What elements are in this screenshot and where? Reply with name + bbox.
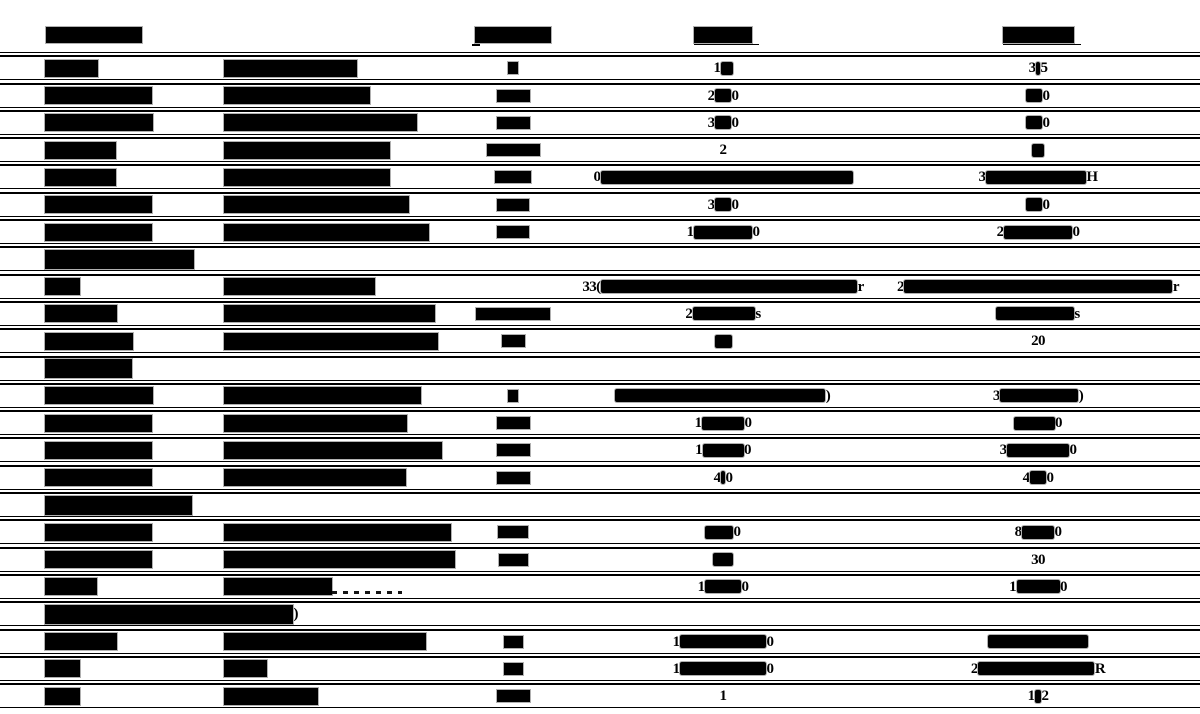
table-row (0, 439, 1200, 462)
cell-c2 (224, 221, 429, 243)
cell-c5 (882, 439, 1194, 461)
redaction-bar (497, 690, 530, 702)
visible-text-fragment: R (1094, 660, 1106, 677)
cell-c2 (224, 658, 267, 680)
redaction-bar (45, 633, 117, 650)
redaction-bar (693, 307, 755, 320)
cell-c1 (45, 631, 117, 653)
cell-c1 (45, 549, 152, 571)
redaction-bar (476, 308, 550, 320)
cell-c5 (882, 221, 1194, 243)
redaction-bar (224, 387, 421, 404)
table-row (0, 276, 1200, 299)
redaction-bar (1000, 389, 1078, 402)
cell-c5 (882, 139, 1194, 161)
cell-c4 (568, 658, 878, 680)
cell-c2 (224, 467, 406, 489)
cell-c4 (568, 330, 878, 352)
cell-c4 (568, 549, 878, 571)
cell-c1 (45, 85, 152, 107)
visible-text-fragment: 33( (582, 278, 601, 295)
table-row (0, 576, 1200, 599)
visible-text-fragment: 1 (697, 578, 705, 595)
redaction-bar (224, 278, 375, 295)
redaction-bar (224, 333, 438, 350)
cell-c2 (224, 194, 409, 216)
header-underline-remnant (472, 44, 480, 46)
redaction-bar (715, 198, 731, 211)
redaction-bar (224, 415, 407, 432)
cell-c2 (224, 385, 421, 407)
table-row (0, 631, 1200, 654)
visible-text-fragment: 0 (1042, 196, 1050, 213)
redaction-bar (497, 199, 529, 211)
table-row (0, 549, 1200, 572)
table-row (0, 521, 1200, 544)
cell-c1 (45, 658, 80, 680)
visible-text-fragment: 3 (978, 169, 986, 186)
redaction-bar (715, 89, 731, 102)
redaction-bar (1014, 417, 1055, 430)
redaction-bar (615, 389, 825, 402)
cell-c5 (882, 576, 1194, 598)
redaction-bar (224, 305, 435, 322)
redaction-bar (224, 224, 429, 241)
redaction-bar (224, 196, 409, 213)
redaction-bar (499, 554, 528, 566)
redaction-bar (988, 635, 1088, 648)
cell-c4 (568, 521, 878, 543)
visible-text-fragment: 8 (1014, 524, 1022, 541)
cell-c5 (882, 166, 1194, 188)
cell-c1 (45, 139, 116, 161)
cell-c2 (224, 166, 390, 188)
visible-text-fragment: 2 (996, 224, 1004, 241)
cell-c2 (224, 631, 426, 653)
cell-c2 (224, 276, 375, 298)
visible-text-fragment: s (755, 305, 761, 322)
visible-text-fragment: 0 (731, 114, 739, 131)
visible-text-fragment: 0 (1072, 224, 1080, 241)
visible-text-fragment: ) (825, 387, 831, 404)
table-row (0, 330, 1200, 353)
redaction-bar (1026, 116, 1042, 129)
redaction-bar (224, 688, 318, 705)
redaction-bar (45, 524, 152, 541)
redaction-bar (1030, 471, 1046, 484)
visible-text-fragment: s (1074, 305, 1080, 322)
visible-text-fragment: 1 (719, 688, 727, 705)
redaction-bar (1026, 198, 1042, 211)
redaction-bar (224, 60, 357, 77)
visible-text-fragment: 2 (719, 142, 727, 159)
redaction-bar (45, 496, 192, 515)
table-row (0, 139, 1200, 162)
cell-c2 (224, 85, 370, 107)
redacted-header-label (46, 27, 142, 43)
visible-text-fragment: 0 (731, 87, 739, 104)
visible-text-fragment: 2 (1041, 688, 1049, 705)
cell-c1 (45, 57, 98, 79)
visible-text-fragment: 2 (897, 278, 904, 295)
redaction-bar (497, 226, 529, 238)
visible-text-fragment: 0 (731, 196, 739, 213)
redaction-bar (601, 171, 853, 184)
cell-c4 (568, 631, 878, 653)
redaction-bar (504, 636, 523, 648)
cell-c1 (45, 576, 97, 598)
visible-text-fragment: 0 (741, 578, 749, 595)
visible-text-fragment: 5 (1040, 60, 1048, 77)
visible-text-fragment: 0 (1046, 469, 1054, 486)
redaction-bar (487, 144, 540, 156)
redaction-bar (224, 578, 332, 595)
visible-text-fragment: 0 (733, 524, 741, 541)
redaction-bar (45, 415, 152, 432)
redaction-bar (1007, 444, 1069, 457)
table-row (0, 57, 1200, 80)
redaction-bar (986, 171, 1086, 184)
cell-c1 (45, 166, 116, 188)
cell-c2 (224, 576, 402, 598)
cell-c1 (45, 112, 153, 134)
redaction-bar (45, 60, 98, 77)
header-underline-remnant (1003, 44, 1081, 46)
visible-text-fragment: 0 (744, 442, 751, 459)
redaction-bar (45, 333, 133, 350)
redaction-bar (45, 87, 152, 104)
cell-c1 (45, 276, 80, 298)
visible-text-fragment: 0 (766, 633, 774, 650)
cell-c5 (882, 549, 1194, 571)
redaction-bar (705, 526, 733, 539)
visible-text-fragment: H (1086, 169, 1098, 186)
redaction-bar (497, 117, 530, 129)
cell-c4 (568, 439, 878, 461)
cell-c4 (568, 303, 878, 325)
cell-c1 (45, 221, 152, 243)
cell-c4 (568, 276, 878, 298)
cell-c2 (224, 412, 407, 434)
visible-text-fragment: 0 (766, 660, 774, 677)
redaction-bar (224, 114, 417, 131)
cell-c2 (224, 439, 442, 461)
cell-c2 (224, 112, 417, 134)
visible-text-fragment: 0 (1042, 87, 1050, 104)
cell-c5 (882, 112, 1194, 134)
cell-c5 (882, 330, 1194, 352)
visible-text-fragment: 0 (593, 169, 601, 186)
redaction-bar (502, 335, 525, 347)
cell-c5 (882, 685, 1194, 707)
cell-c4 (568, 412, 878, 434)
visible-text-fragment: r (857, 278, 864, 295)
cell-c1 (45, 685, 80, 707)
section-header-row (0, 248, 1200, 271)
cell-c5 (882, 85, 1194, 107)
visible-text-fragment: 3 (999, 442, 1007, 459)
redaction-bar (45, 688, 80, 705)
cell-c1 (45, 412, 152, 434)
table-row (0, 467, 1200, 490)
partially-redacted-text-remnant (332, 591, 402, 594)
header-cell-c5 (882, 26, 1194, 43)
table-row (0, 166, 1200, 189)
redaction-bar (1004, 226, 1072, 239)
cell-c1 (45, 467, 152, 489)
cell-c2 (224, 330, 438, 352)
redaction-bar (45, 169, 116, 186)
visible-text-fragment: 0 (1069, 442, 1077, 459)
cell-c5 (882, 385, 1194, 407)
redaction-bar (45, 605, 293, 624)
visible-text-fragment: 2 (707, 87, 715, 104)
visible-text-fragment: 1 (1027, 688, 1035, 705)
redaction-bar (1032, 144, 1044, 157)
redaction-bar (224, 633, 426, 650)
cell-c5 (882, 194, 1194, 216)
cell-c4 (568, 385, 878, 407)
redaction-bar (715, 335, 732, 348)
redaction-bar (224, 169, 390, 186)
cell-c4 (568, 576, 878, 598)
visible-text-fragment: 0 (1060, 578, 1067, 595)
redaction-bar (224, 469, 406, 486)
cell-c5 (882, 467, 1194, 489)
header-underline-remnant (694, 44, 759, 46)
cell-c5 (882, 521, 1194, 543)
redaction-bar (224, 442, 442, 459)
cell-c1 (45, 248, 194, 270)
redaction-bar (497, 417, 530, 429)
redaction-bar (45, 250, 194, 269)
cell-c4 (568, 221, 878, 243)
cell-c5 (882, 57, 1194, 79)
redaction-bar (1022, 526, 1054, 539)
redaction-bar (45, 387, 153, 404)
redaction-bar (45, 278, 80, 295)
redaction-bar (504, 663, 523, 675)
redaction-bar (45, 196, 152, 213)
redaction-bar (45, 142, 116, 159)
cell-c4 (568, 685, 878, 707)
cell-c5 (882, 631, 1194, 653)
cell-c1 (45, 494, 192, 516)
redaction-bar (497, 444, 530, 456)
visible-text-fragment: 4 (1022, 469, 1030, 486)
visible-text-fragment: 2 (685, 305, 693, 322)
cell-c1 (45, 194, 152, 216)
visible-text-fragment: ) (293, 606, 298, 623)
cell-c2 (224, 139, 390, 161)
table-row (0, 412, 1200, 435)
redaction-bar (508, 62, 518, 74)
redaction-bar (904, 280, 1172, 293)
visible-text-fragment: 3 (707, 114, 715, 131)
visible-text-fragment: 0 (1054, 524, 1062, 541)
table-row (0, 658, 1200, 681)
cell-c1 (45, 439, 152, 461)
redaction-bar (694, 226, 752, 239)
redacted-header-label (1003, 27, 1074, 43)
visible-text-fragment: 30 (1031, 551, 1045, 568)
cell-c5 (882, 303, 1194, 325)
redaction-bar (224, 660, 267, 677)
cell-c1 (45, 603, 298, 625)
redaction-bar (680, 662, 766, 675)
redaction-bar (224, 87, 370, 104)
table-row (0, 385, 1200, 408)
cell-c1 (45, 330, 133, 352)
redacted-header-label (694, 27, 752, 43)
redaction-bar (680, 635, 766, 648)
header-cell-c1 (46, 26, 142, 43)
redaction-bar (45, 469, 152, 486)
table-row (0, 194, 1200, 217)
cell-c1 (45, 358, 132, 380)
cell-c2 (224, 685, 318, 707)
table-row (0, 221, 1200, 244)
visible-text-fragment: 3 (707, 196, 715, 213)
redaction-bar (45, 660, 80, 677)
redaction-bar (498, 526, 528, 538)
redaction-bar (495, 171, 531, 183)
cell-c2 (224, 57, 357, 79)
redaction-bar (508, 390, 518, 402)
redaction-bar (715, 116, 731, 129)
table-row (0, 303, 1200, 326)
visible-text-fragment: 1 (694, 415, 702, 432)
cell-c1 (45, 303, 117, 325)
visible-text-fragment: 0 (1042, 114, 1050, 131)
redaction-bar (45, 442, 152, 459)
redacted-header-label (475, 27, 551, 43)
visible-text-fragment: 1 (713, 60, 721, 77)
visible-text-fragment: 1 (695, 442, 702, 459)
visible-text-fragment: 3 (1028, 60, 1036, 77)
table-body (0, 55, 1200, 708)
cell-c4 (568, 85, 878, 107)
visible-text-fragment: 4 (713, 469, 721, 486)
visible-text-fragment: r (1172, 278, 1179, 295)
cell-c1 (45, 521, 152, 543)
redaction-bar (45, 551, 152, 568)
redaction-bar (721, 62, 733, 75)
cell-c4 (568, 166, 878, 188)
visible-text-fragment: 1 (1009, 578, 1016, 595)
cell-c1 (45, 385, 153, 407)
cell-c2 (224, 303, 435, 325)
redaction-bar (713, 553, 733, 566)
cell-c5 (882, 276, 1194, 298)
redaction-bar (1026, 89, 1042, 102)
section-header-row (0, 603, 1200, 626)
cell-c4 (568, 467, 878, 489)
visible-text-fragment: 1 (686, 224, 694, 241)
cell-c4 (568, 194, 878, 216)
cell-c4 (568, 112, 878, 134)
section-header-row (0, 494, 1200, 517)
redaction-bar (45, 359, 132, 378)
redaction-bar (45, 578, 97, 595)
redaction-bar (497, 472, 530, 484)
cell-c5 (882, 412, 1194, 434)
visible-text-fragment: 0 (1055, 415, 1062, 432)
visible-text-fragment: 3 (992, 387, 1000, 404)
header-cell-c4 (568, 26, 878, 43)
visible-text-fragment: ) (1078, 387, 1084, 404)
cell-c4 (568, 139, 878, 161)
visible-text-fragment: 0 (725, 469, 733, 486)
redaction-bar (703, 444, 744, 457)
redaction-bar (45, 224, 152, 241)
visible-text-fragment: 0 (752, 224, 760, 241)
table-header-row (0, 0, 1200, 53)
redaction-bar (45, 305, 117, 322)
redaction-bar (1017, 580, 1060, 593)
redaction-bar (497, 90, 530, 102)
redaction-bar (45, 114, 153, 131)
visible-text-fragment: 1 (672, 633, 680, 650)
section-header-row (0, 358, 1200, 381)
visible-text-fragment: 0 (744, 415, 752, 432)
redaction-bar (702, 417, 744, 430)
table-row (0, 85, 1200, 108)
visible-text-fragment: 2 (970, 660, 978, 677)
redaction-bar (601, 280, 857, 293)
table-row (0, 112, 1200, 135)
visible-text-fragment: 20 (1031, 333, 1045, 350)
redaction-bar (978, 662, 1094, 675)
redaction-bar (996, 307, 1074, 320)
visible-text-fragment: 1 (672, 660, 680, 677)
cell-c5 (882, 658, 1194, 680)
cell-c4 (568, 57, 878, 79)
table-row (0, 685, 1200, 708)
redaction-bar (224, 142, 390, 159)
redaction-bar (705, 580, 741, 593)
